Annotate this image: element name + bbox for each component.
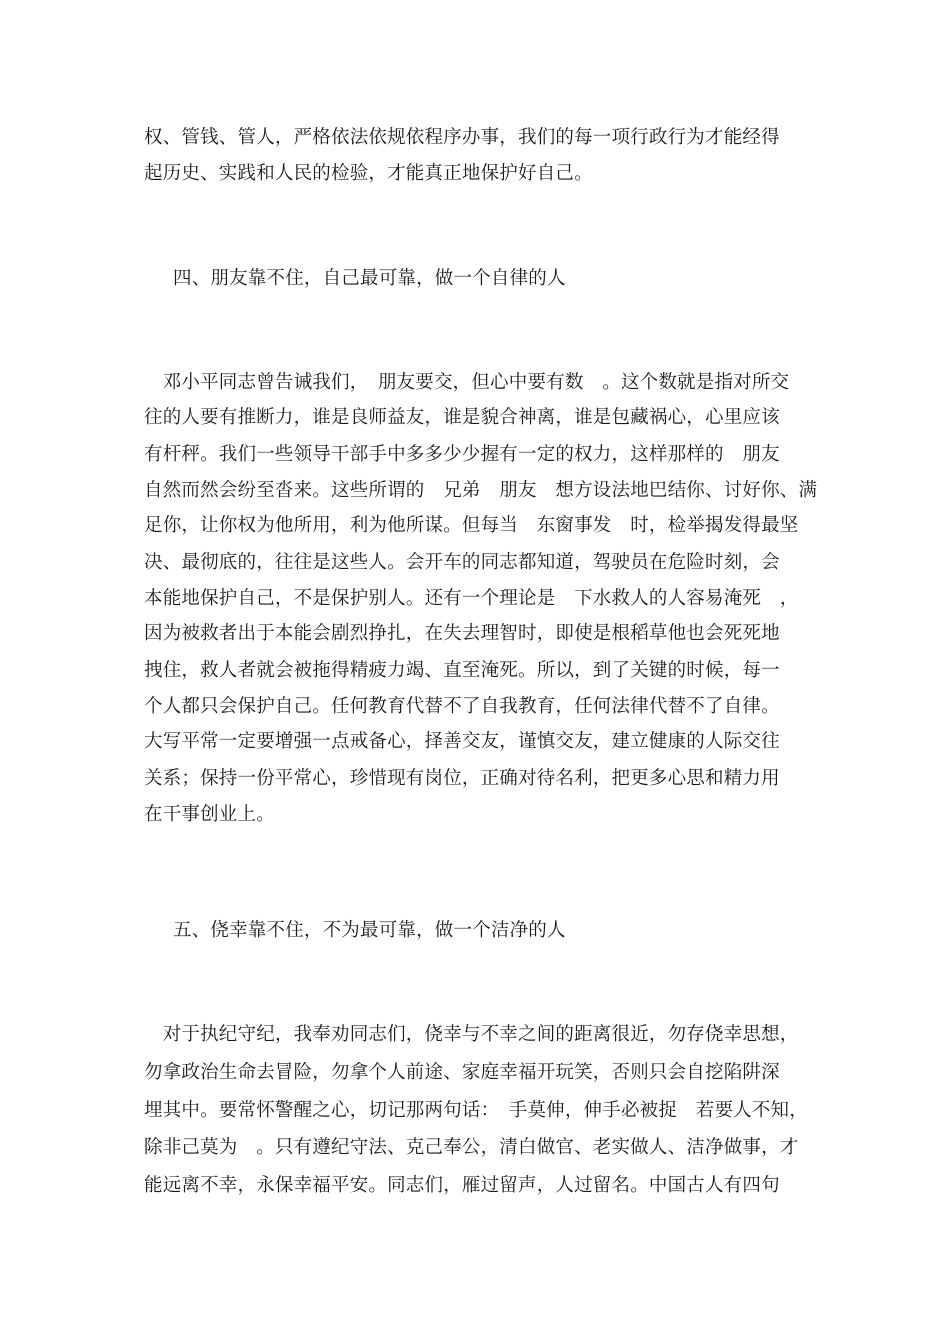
paragraph-2-line-10: 个人都只会保护自己。任何教育代替不了自我教育，任何法律代替不了自律。	[144, 696, 780, 717]
paragraph-3-line-3: 埋其中。要常怀警醒之心，切记那两句话： 手莫伸，伸手必被捉 若要人不知，	[144, 1100, 808, 1121]
paragraph-2-line-11: 大写平常一定要增强一点戒备心，择善交友，谨慎交友，建立健康的人际交往	[144, 731, 780, 752]
section-heading-5: 五、侥幸靠不住，不为最可靠，做一个洁净的人	[173, 920, 566, 941]
paragraph-2-line-3: 有杆秤。我们一些领导干部手中多多少少握有一定的权力，这样那样的 朋友	[144, 444, 780, 465]
paragraph-2-line-8: 因为被救者出于本能会剧烈挣扎，在失去理智时，即使是根稻草他也会死死地	[144, 623, 780, 644]
paragraph-2-line-5: 足你，让你权为他所用，利为他所谋。但每当 东窗事发 时，检举揭发得最坚	[144, 515, 799, 536]
paragraph-1-line-1: 权、管钱、管人，严格依法依规依程序办事，我们的每一项行政行为才能经得	[144, 127, 780, 148]
paragraph-2-line-1: 邓小平同志曾告诫我们， 朋友要交，但心中要有数 。这个数就是指对所交	[144, 372, 790, 393]
paragraph-1-line-2: 起历史、实践和人民的检验，才能真正地保护好自己。	[144, 163, 593, 184]
section-heading-4: 四、朋友靠不住，自己最可靠，做一个自律的人	[173, 268, 566, 289]
paragraph-3-line-4: 除非己莫为 。只有遵纪守法、克己奉公，清白做官、老实做人、洁净做事，才	[144, 1137, 799, 1158]
paragraph-2-line-12: 关系；保持一份平常心，珍惜现有岗位，正确对待名利，把更多心思和精力用	[144, 768, 780, 789]
paragraph-3-line-1: 对于执纪守纪，我奉劝同志们，侥幸与不幸之间的距离很近，勿存侥幸思想，	[144, 1024, 799, 1045]
paragraph-2-line-6: 决、最彻底的，往往是这些人。会开车的同志都知道，驾驶员在危险时刻，会	[144, 552, 780, 573]
paragraph-3-line-2: 勿拿政治生命去冒险，勿拿个人前途、家庭幸福开玩笑，否则只会自挖陷阱深	[144, 1062, 780, 1083]
paragraph-2-line-4: 自然而然会纷至沓来。这些所谓的 兄弟 朋友 想方设法地巴结你、讨好你、满	[144, 480, 818, 501]
paragraph-2-line-9: 拽住，救人者就会被拖得精疲力竭、直至淹死。所以，到了关键的时候，每一	[144, 660, 780, 681]
paragraph-2-line-7: 本能地保护自己，不是保护别人。还有一个理论是 下水救人的人容易淹死 ，	[144, 588, 799, 609]
paragraph-2-line-13: 在干事创业上。	[144, 804, 275, 825]
paragraph-2-line-2: 往的人要有推断力，谁是良师益友，谁是貌合神离，谁是包藏祸心，心里应该	[144, 407, 780, 428]
paragraph-3-line-5: 能远离不幸，永保幸福平安。同志们，雁过留声，人过留名。中国古人有四句	[144, 1175, 780, 1196]
